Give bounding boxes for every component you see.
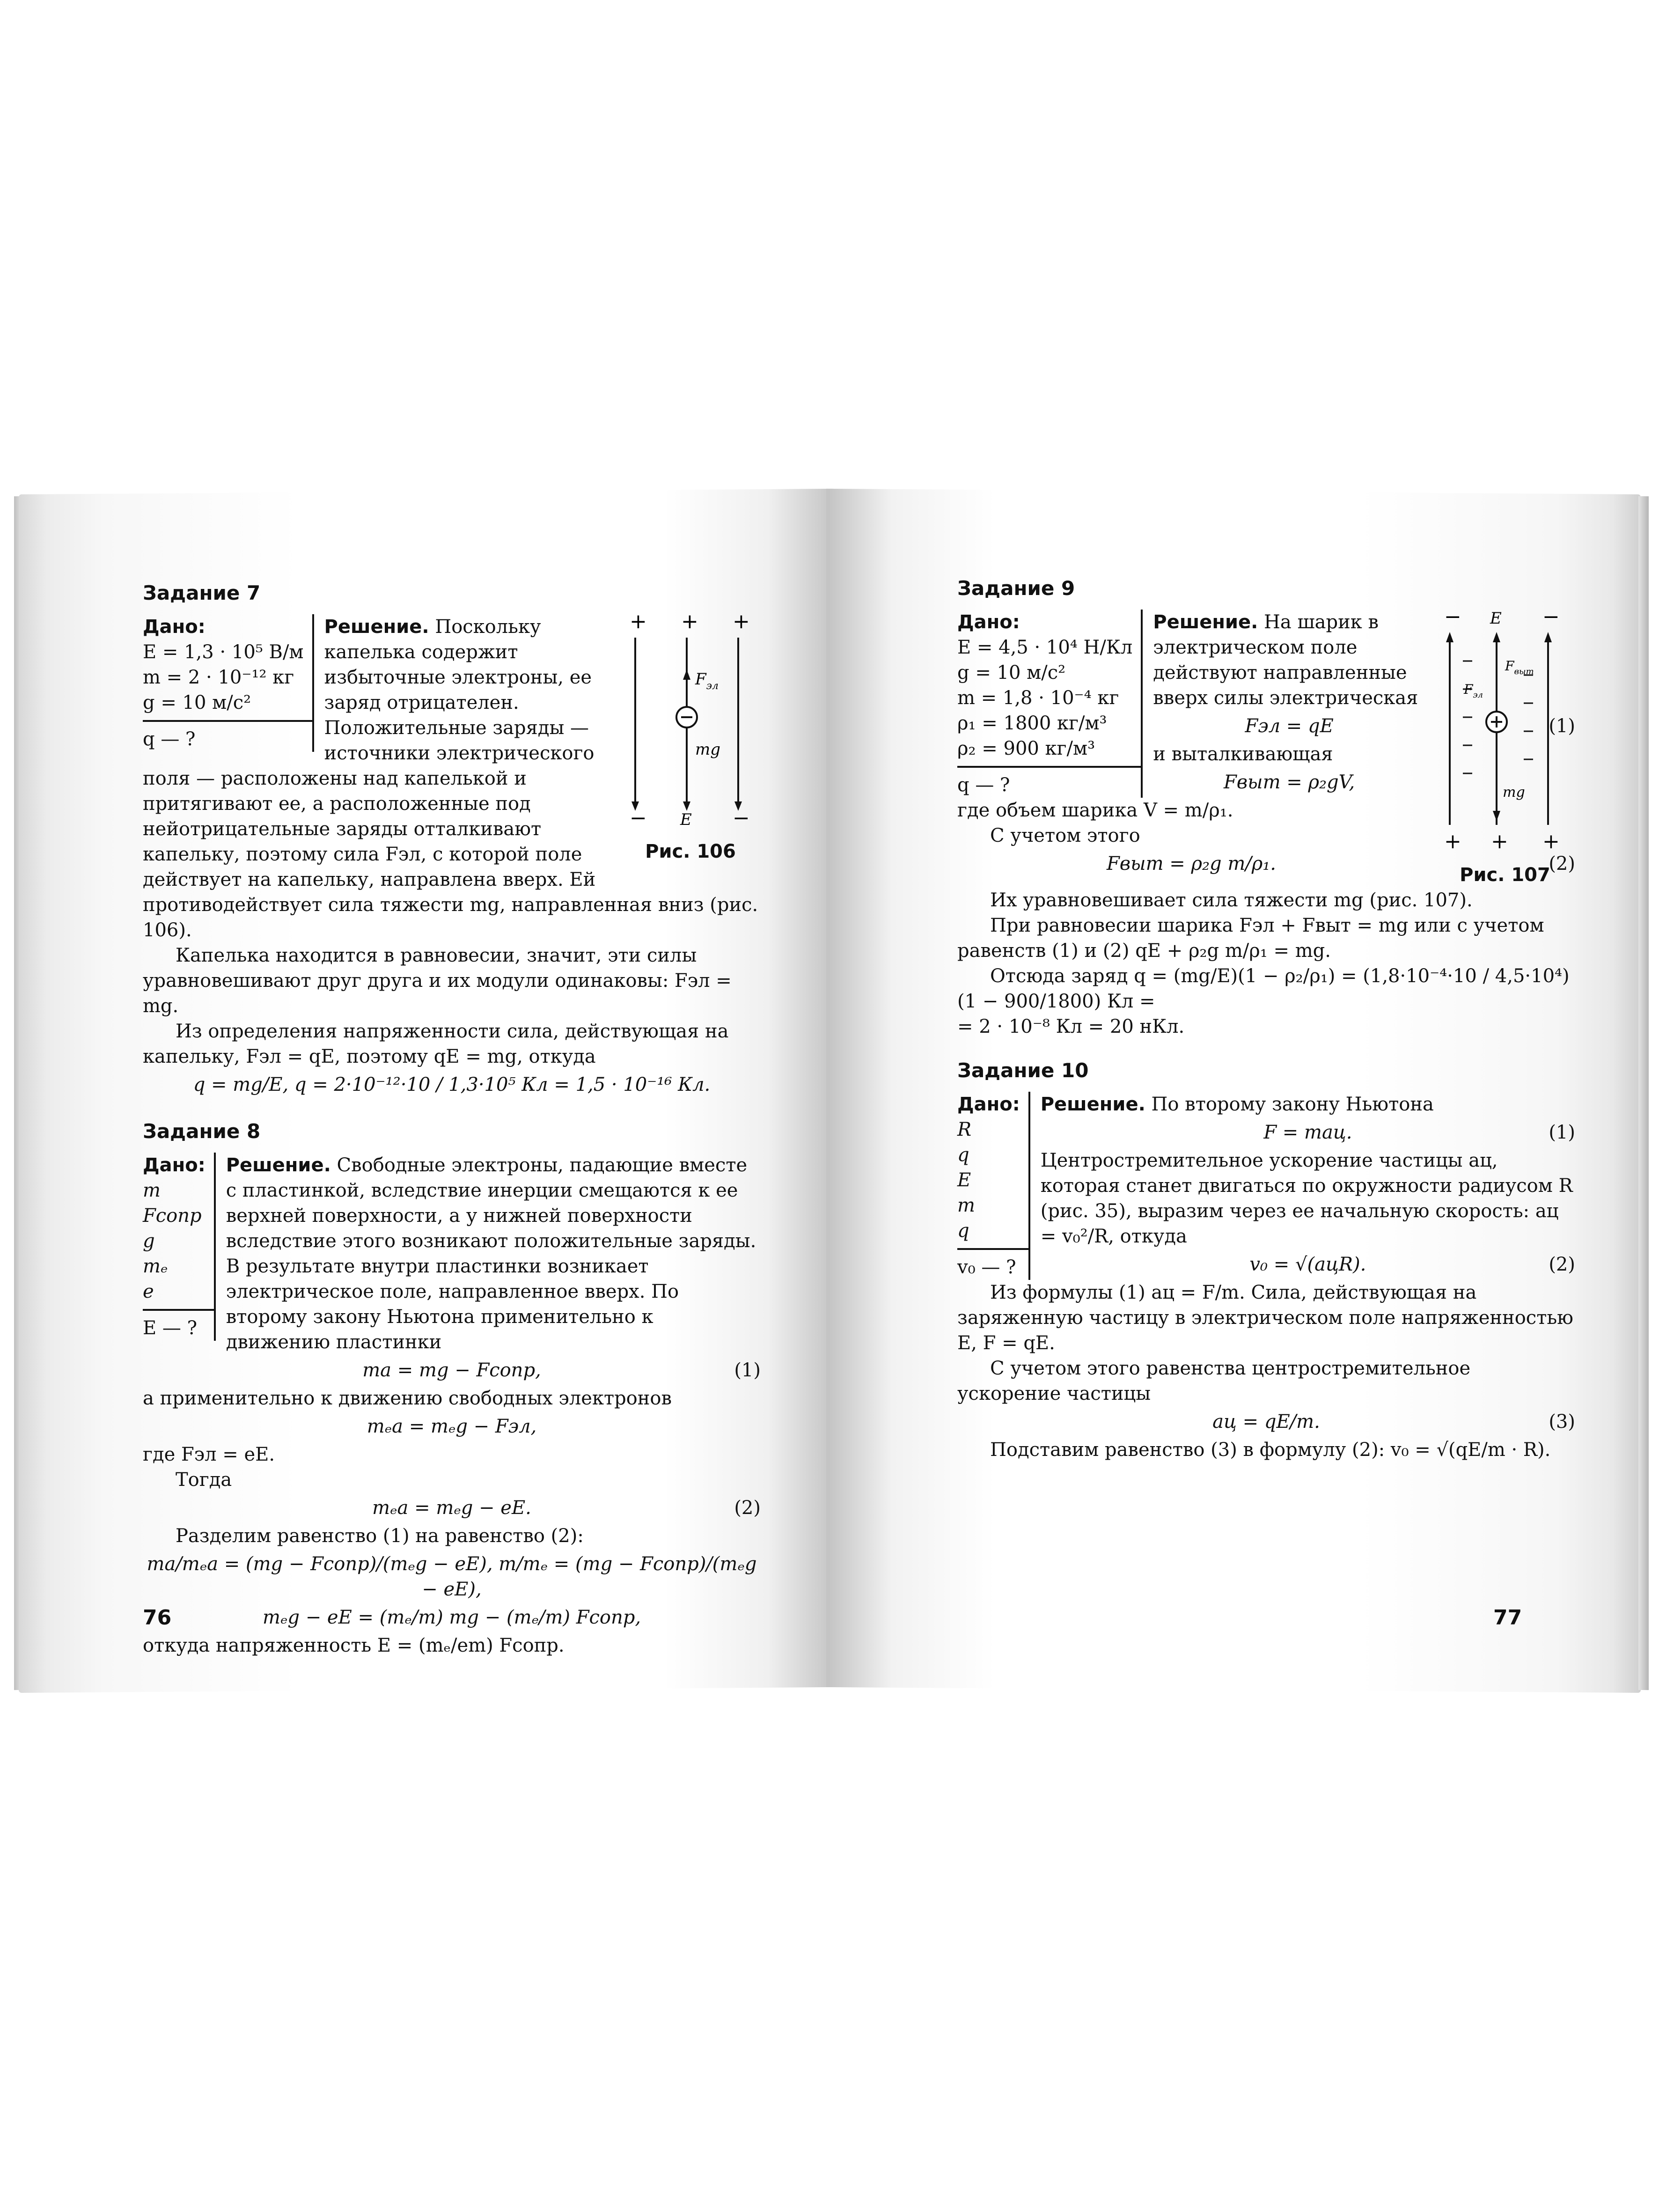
right-page-content	[957, 576, 1575, 1462]
task-7-given	[143, 614, 314, 752]
eq-number: (1)	[734, 1360, 761, 1381]
task-9-eq-3	[957, 851, 1575, 876]
task-8-eq-4: ma/mₑa = (mg − Fсопр)/(mₑg − eE), m/mₑ = (mg − Fсопр)/(mₑg − eE),	[147, 1553, 757, 1600]
fig107-plus-1: +	[1444, 830, 1461, 853]
task-10-text-5: Подставим равенство (3) в формулу (2): v₀ = √(qE/m · R).	[990, 1439, 1551, 1461]
given-item: e	[143, 1281, 154, 1302]
fig107-e-label: E	[1490, 610, 1502, 628]
fig106-mg-label: mg	[695, 740, 721, 759]
given-item: g = 10 м/с²	[143, 692, 251, 713]
eq-text: Fэл = qE	[1245, 715, 1334, 737]
task-9-eq-2: Fвыт = ρ₂gV,	[1224, 772, 1355, 793]
eq-text: Fвыт = ρ₂g m/ρ₁.	[1106, 853, 1277, 875]
given-item: E = 4,5 · 10⁴ Н/Кл	[957, 637, 1133, 658]
eq-number: (3)	[1549, 1411, 1575, 1433]
given-item: m	[143, 1180, 161, 1201]
right-page-edge	[1638, 496, 1649, 1690]
eq-number: (2)	[734, 1497, 761, 1519]
fig107-fvyt-label: $F_{выт}$	[1505, 658, 1534, 676]
given-item: m = 1,8 · 10⁻⁴ кг	[957, 687, 1119, 709]
given-item: g	[143, 1230, 155, 1252]
task-7-text-2: Капелька находится в равновесии, значит, эти силы уравновешивают друг друга и их модули одинаковы: Fэл = mg.	[143, 945, 732, 1017]
solution-label: Решение.	[1153, 611, 1258, 633]
task-8-eq-3	[143, 1495, 761, 1521]
fig107-fel-label: $F_{эл}$	[1464, 682, 1483, 700]
solution-label: Решение.	[1040, 1094, 1145, 1115]
given-item: g = 10 м/с²	[957, 662, 1066, 683]
page-number-right: 77	[1493, 1606, 1522, 1630]
task-10-eq-3	[957, 1409, 1575, 1434]
task-9-eq-1	[957, 713, 1575, 739]
fig107-plus-3: +	[1542, 830, 1560, 853]
task-10-text-4: С учетом этого равенства центростремительное ускорение частицы	[957, 1358, 1471, 1404]
task-9-text-2: и выталкивающая	[1153, 743, 1333, 765]
task-8-text-2: а применительно к движению свободных электронов	[143, 1388, 672, 1409]
task-10	[957, 1058, 1575, 1462]
task-7-text-1: Поскольку капелька содержит избыточные электроны, ее заряд отрицателен. Положительные заряды — источники электрического поля — расположены над капелькой и притягивают ее, а расположенные под нейотрицательные заряды отталкивают капельку, поэтому сила Fэл, с которой поле действует на капельку, направлена вверх. Ей противодействует сила тяжести mg, направленная вниз (рис. 106).	[143, 616, 758, 941]
task-9-text-1: На шарик в электрическом поле действуют направленные вверх силы электрическая	[1153, 611, 1418, 709]
figure-107-caption: Рис. 107	[1460, 864, 1550, 886]
task-9	[957, 576, 1575, 1039]
task-10-eq-2	[957, 1252, 1575, 1277]
task-10-title: Задание 10	[957, 1059, 1089, 1082]
task-7-text-3: Из определения напряженности сила, действующая на капельку, Fэл = qE, поэтому qE = mg, откуда	[143, 1021, 729, 1067]
fig106-plus-1: +	[630, 614, 647, 633]
solution-label: Решение.	[324, 616, 429, 638]
task-8-given-label: Дано:	[143, 1154, 206, 1176]
fig106-plus-2: +	[681, 614, 698, 633]
fig107-minus-2: −	[1542, 610, 1560, 629]
page-number-left: 76	[143, 1606, 172, 1630]
given-item: m = 2 · 10⁻¹² кг	[143, 667, 294, 688]
eq-number: (2)	[1549, 853, 1575, 875]
given-item: m	[957, 1195, 975, 1216]
given-item: E = 1,3 · 10⁵ В/м	[143, 641, 304, 663]
task-10-text-2: Центростремительное ускорение частицы aц, которая станет двигаться по окружности радиусом R (рис. 35), выразим через ее начальную скорость: aц = v₀²/R, откуда	[1040, 1150, 1573, 1247]
fig107-plus-2: +	[1491, 830, 1508, 853]
task-9-text-8: = 2 · 10⁻⁸ Кл = 20 нКл.	[957, 1016, 1185, 1037]
figure-106	[620, 614, 761, 864]
task-8-text-4: Тогда	[176, 1469, 232, 1491]
left-page-content	[143, 581, 761, 1658]
task-7-title: Задание 7	[143, 581, 261, 604]
eq-number: (1)	[1549, 1122, 1575, 1143]
fig106-e-label: E	[680, 810, 692, 829]
task-8-title: Задание 8	[143, 1120, 261, 1143]
given-item: Fсопр	[143, 1205, 202, 1227]
fig106-minus-2: −	[733, 806, 750, 830]
task-7-given-label: Дано:	[143, 616, 206, 638]
given-item: ρ₂ = 900 кг/м³	[957, 738, 1095, 759]
eq-text: v₀ = √(aцR).	[1249, 1254, 1366, 1275]
figure-107	[1435, 610, 1575, 888]
given-item: E	[957, 1169, 971, 1191]
given-item: mₑ	[143, 1256, 168, 1277]
task-9-text-7: Отсюда заряд q = (mg/E)(1 − ρ₂/ρ₁) = (1,8·10⁻⁴·10 / 4,5·10⁴)(1 − 900/1800) Кл =	[957, 965, 1570, 1012]
task-7-formula: q = mg/E, q = 2·10⁻¹²·10 / 1,3·10⁵ Кл = 1,5 · 10⁻¹⁶ Кл.	[193, 1074, 711, 1095]
task-10-eq-1	[957, 1120, 1575, 1145]
fig106-plus-3: +	[733, 614, 750, 633]
task-8-text-3: где Fэл = eE.	[143, 1444, 275, 1465]
figure-106-diagram	[620, 614, 761, 830]
task-7	[143, 581, 761, 1100]
eq-number: (1)	[1549, 715, 1575, 737]
solution-label: Решение.	[226, 1154, 331, 1176]
fig106-fel-label: $F_{эл}$	[695, 670, 719, 692]
given-item: q	[957, 1220, 969, 1242]
task-8-eq-2: mₑa = mₑg − Fэл,	[367, 1416, 537, 1437]
task-10-text-3: Из формулы (1) aц = F/m. Сила, действующая на заряженную частицу в электрическом поле напряженностью E, F = qE.	[957, 1282, 1573, 1354]
eq-text: aц = qE/m.	[1212, 1411, 1320, 1433]
eq-text: ma = mg − Fсопр,	[362, 1360, 541, 1381]
task-8-ask: E — ?	[143, 1309, 216, 1341]
eq-number: (2)	[1549, 1254, 1575, 1275]
task-8-given	[143, 1153, 216, 1341]
task-8-text-5: Разделим равенство (1) на равенство (2):	[176, 1525, 584, 1547]
fig107-minus-1: −	[1444, 610, 1461, 629]
task-9-ask: q — ?	[957, 766, 1143, 798]
eq-text: F = maц.	[1263, 1122, 1352, 1143]
task-9-text-4: С учетом этого	[990, 825, 1140, 846]
task-10-given-label: Дано:	[957, 1094, 1020, 1115]
task-9-text-5: Их уравновешивает сила тяжести mg (рис. 107).	[990, 889, 1473, 911]
task-9-text-6: При равновесии шарика Fэл + Fвыт = mg или с учетом равенств (1) и (2) qE + ρ₂g m/ρ₁ = mg.	[957, 915, 1544, 962]
figure-106-caption: Рис. 106	[645, 841, 736, 862]
given-item: R	[957, 1119, 972, 1140]
fig106-minus-1: −	[630, 806, 647, 830]
task-10-text-1: По второму закону Ньютона	[1151, 1094, 1434, 1115]
task-8-eq-1	[143, 1358, 761, 1383]
task-10-ask: v₀ — ?	[957, 1248, 1030, 1280]
eq-text: mₑa = mₑg − eE.	[372, 1497, 531, 1519]
task-9-title: Задание 9	[957, 577, 1075, 600]
task-9-text-3: где объем шарика V = m/ρ₁.	[957, 800, 1233, 821]
given-item: q	[957, 1144, 969, 1166]
task-7-ask: q — ?	[143, 720, 314, 752]
given-item: ρ₁ = 1800 кг/м³	[957, 713, 1107, 734]
task-8-text-1: Свободные электроны, падающие вместе с пластинкой, вследствие инерции смещаются к ее верхней поверхности, а у нижней поверхности вследствие этого возникают положительные заряды. В результате внутри пластинки возникает электрическое поле, направленное вверх. По второму закону Ньютона применительно к движению пластинки	[226, 1154, 756, 1353]
task-8	[143, 1119, 761, 1658]
fig107-mg-label: mg	[1503, 784, 1525, 801]
task-8-eq-5: mₑg − eE = (mₑ/m) mg − (mₑ/m) Fсопр,	[262, 1607, 641, 1628]
task-8-text-6: откуда напряженность E = (mₑ/em) Fсопр.	[143, 1635, 565, 1656]
task-9-given-label: Дано:	[957, 611, 1020, 633]
